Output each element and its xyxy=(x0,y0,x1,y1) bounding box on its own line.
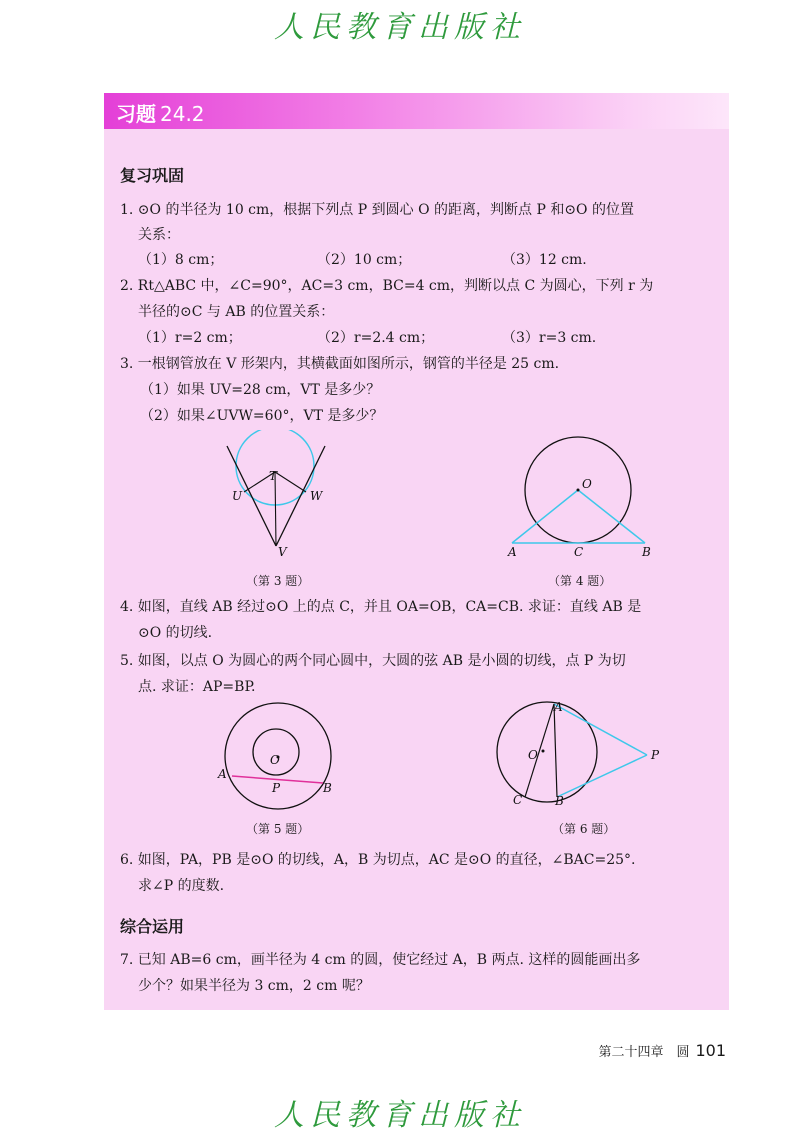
label-T: T xyxy=(269,469,278,483)
q1-line-1: 1. ⊙O 的半径为 10 cm，根据下列点 P 到圆心 O 的距离，判断点 P 和⊙O 的位置 xyxy=(120,202,634,218)
label-A: A xyxy=(508,545,517,559)
q4-line-2: ⊙O 的切线. xyxy=(138,625,213,641)
figure-6-caption: （第 6 题） xyxy=(552,822,616,836)
figure-6-diagram xyxy=(495,697,670,809)
tangent-PA xyxy=(554,704,647,755)
label-P: P xyxy=(272,781,281,795)
q6-line-1: 6. 如图，PA，PB 是⊙O 的切线，A，B 为切点，AC 是⊙O 的直径，∠BAC=25°. xyxy=(120,852,636,868)
label-U: U xyxy=(232,489,243,503)
label-A: A xyxy=(218,767,227,781)
segment-OA xyxy=(512,490,578,543)
q5-line-2: 点. 求证：AP=BP. xyxy=(138,679,256,695)
chapter-label: 第二十四章 圆 xyxy=(598,1045,690,1060)
q2-option-1: （1）r=2 cm； xyxy=(138,330,242,346)
figure-4-diagram xyxy=(500,432,660,562)
circle-O xyxy=(497,702,597,802)
page-footer xyxy=(598,1041,726,1060)
segment-OB xyxy=(578,490,645,543)
subsection-apply: 综合运用 xyxy=(120,917,185,936)
q1-option-3: （3）12 cm. xyxy=(502,252,587,268)
figure-3-diagram xyxy=(210,430,340,570)
q3-part-2: （2）如果∠UVW=60°，VT 是多少？ xyxy=(140,408,384,424)
q1-option-1: （1）8 cm； xyxy=(138,252,224,268)
q3-part-1: （1）如果 UV=28 cm，VT 是多少？ xyxy=(140,382,381,398)
label-A: A xyxy=(554,700,563,714)
label-O: O xyxy=(582,477,592,491)
publisher-logo-top: 人民教育出版社 xyxy=(274,10,526,45)
figure-5-diagram xyxy=(210,700,345,810)
page-number: 101 xyxy=(695,1041,726,1060)
label-B: B xyxy=(642,545,651,559)
q2-line-2: 半径的⊙C 与 AB 的位置关系： xyxy=(138,304,335,320)
q7-line-1: 7. 已知 AB=6 cm，画半径为 4 cm 的圆，使它经过 A，B 两点. 这样的圆能画出多 xyxy=(120,952,641,968)
q2-line-1: 2. Rt△ABC 中，∠C=90°，AC=3 cm，BC=4 cm，判断以点 C 为圆心，下列 r 为 xyxy=(120,278,654,294)
segment-TV xyxy=(275,472,276,546)
label-O: O xyxy=(270,753,280,767)
label-P: P xyxy=(651,748,660,762)
figure-4-caption: （第 4 题） xyxy=(548,574,612,588)
label-C: C xyxy=(513,793,523,807)
label-O: O xyxy=(528,748,538,762)
small-circle xyxy=(253,729,299,775)
figure-3-caption: （第 3 题） xyxy=(246,574,310,588)
q2-option-3: （3）r=3 cm. xyxy=(502,330,597,346)
q3-line-1: 3. 一根钢管放在 V 形架内，其横截面如图所示，钢管的半径是 25 cm. xyxy=(120,356,560,372)
exercise-title: 习题 24.2 xyxy=(116,102,205,126)
label-B: B xyxy=(555,794,564,808)
label-C: C xyxy=(574,545,584,559)
q5-line-1: 5. 如图，以点 O 为圆心的两个同心圆中，大圆的弦 AB 是小圆的切线，点 P 为切 xyxy=(120,653,626,669)
q2-option-2: （2）r=2.4 cm； xyxy=(317,330,435,346)
figure-5-caption: （第 5 题） xyxy=(246,822,310,836)
label-V: V xyxy=(278,545,287,559)
subsection-review: 复习巩固 xyxy=(120,166,185,185)
exercise-title-bar xyxy=(104,93,729,129)
segment-WT xyxy=(275,472,306,492)
chord-AB xyxy=(554,704,557,797)
center-O xyxy=(542,750,545,753)
label-B: B xyxy=(323,781,332,795)
center-O xyxy=(577,489,580,492)
q4-line-1: 4. 如图，直线 AB 经过⊙O 上的点 C，并且 OA=OB，CA=CB. 求证：直线 AB 是 xyxy=(120,599,642,615)
q7-line-2: 少个？如果半径为 3 cm，2 cm 呢？ xyxy=(138,978,370,994)
q6-line-2: 求∠P 的度数. xyxy=(138,878,225,894)
tangent-PB xyxy=(557,755,647,797)
q1-option-2: （2）10 cm； xyxy=(317,252,412,268)
label-W: W xyxy=(310,489,323,503)
q1-line-2: 关系： xyxy=(138,227,180,243)
publisher-logo-bottom: 人民教育出版社 xyxy=(274,1098,526,1133)
